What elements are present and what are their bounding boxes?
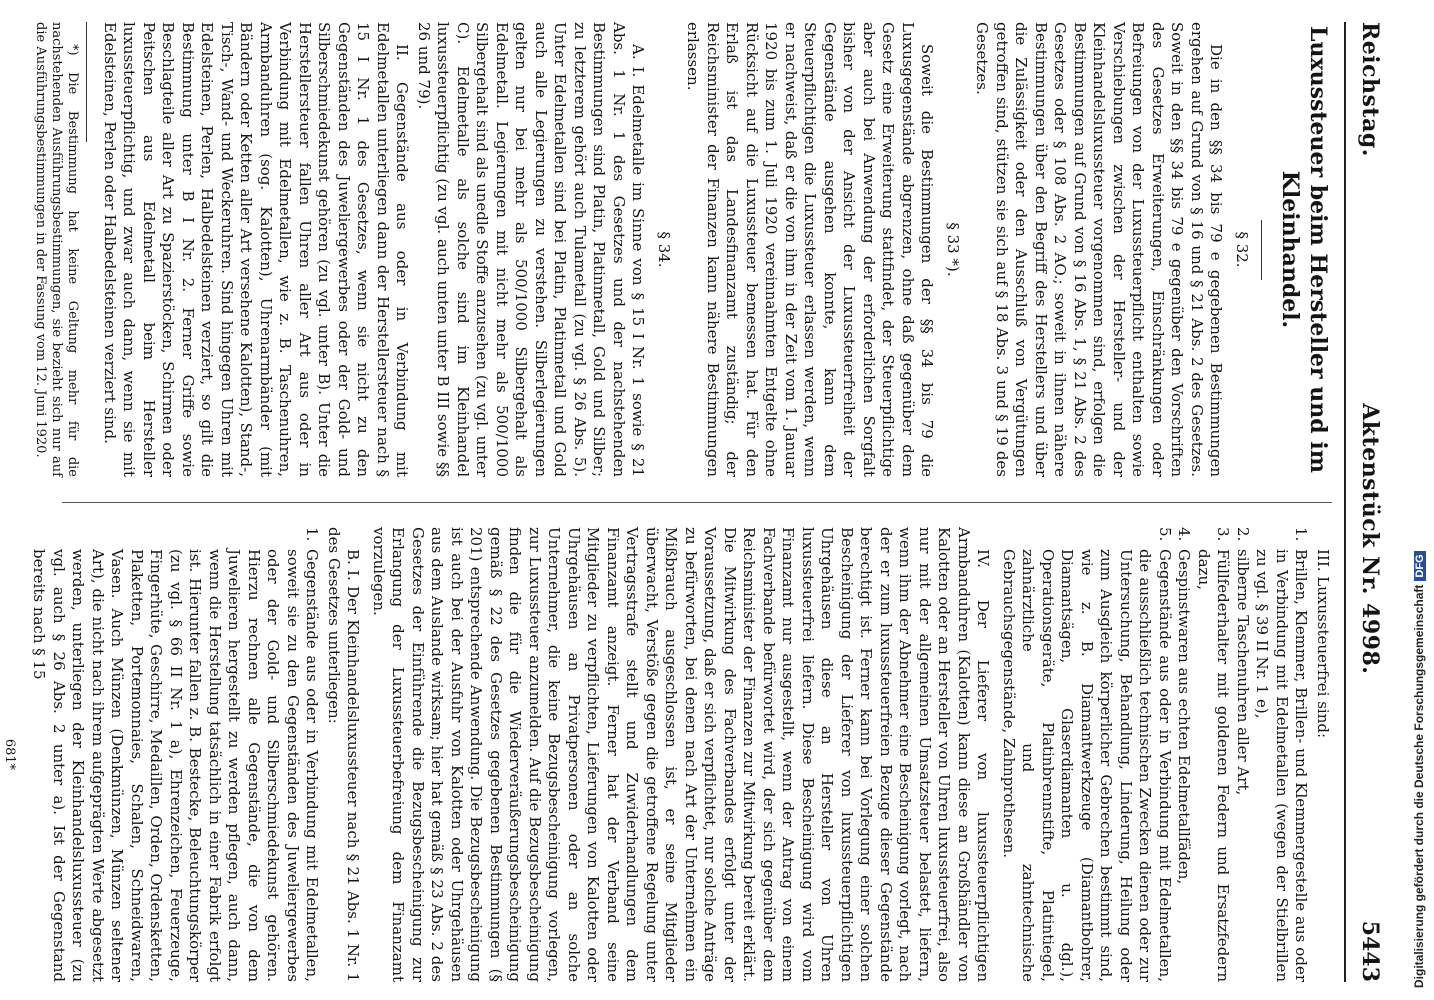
section-34-heading: § 34. xyxy=(655,231,673,268)
running-head-center: Aktenstück Nr. 4998. xyxy=(1357,403,1383,675)
list-item-text: Brillen, Klemmer, Brillen- und Klemmergestelle aus oder in Verbindung mit Edelmetallen (wegen der Stielbrillen zu vgl. § 39 II Nr. 1 e), xyxy=(1253,549,1311,982)
list-item xyxy=(1252,527,1311,982)
list-item-text: Gespinstwaren aus echten Edelmetallfäden, xyxy=(1175,549,1194,885)
list-item xyxy=(29,527,322,982)
footnote: *) Die Bestimmung hat keine Geltung mehr für die nachstehenden Ausführungsbestimmungen, sie bezieht sich nur auf die Ausführungsbestimmungen in der Fassung vom 12. Juni 1920. xyxy=(33,22,81,477)
list-item-number: 3. xyxy=(1214,527,1233,542)
list-item xyxy=(1233,527,1253,982)
section-32-text: Die in den §§ 34 bis 79 e gegebenen Bestimmungen ergehen auf Grund von § 16 und § 21 Abs. 2 des Gesetzes. Soweit in den §§ 34 bis 79 e gegenüber den Vorschriften des Gesetzes Erweiterungen, Einschränkungen oder Befreiungen von der Luxussteuerpflicht enthalten sowie Verschiebungen zwischen der Hersteller- und der Kleinhandelsluxussteuer vorgenommen sind, erfolgen die Bestimmungen auf Grund von § 16 Abs. 1, § 21 Abs. 2 des Gesetzes oder § 108 Abs. 2 AO.; soweit in ihnen nähere Bestimmungen über den Begriff des Herstellers und über die Zulässigkeit oder den Ausschluß von Vergütungen getroffen sind, stützen sie sich auf § 18 Abs. 3 und § 19 des Gesetzes. xyxy=(973,22,1226,477)
section-iv-text: IV. Der Lieferer von luxussteuerpflichtigen Armbanduhren (Kalotten) kann diese an Großhändler von Kalotten oder an Hersteller von Uhren luxussteuerfrei, also nur mit der allgemeinen Umsatzsteuer belastet, liefern, wenn ihm der Abnehmer eine Bescheinigung vorlegt, nach der er zum luxussteuerfreien Bezuge dieser Gegenstände berechtigt ist. Ferner kann bei Vorlegung einer solchen Bescheinigung der Lieferer von luxussteuerpflichtigen Uhrgehäusen diese an Hersteller von Uhren luxussteuerfrei liefern. Diese Bescheinigung wird vom Finanzamt nur ausgestellt, wenn der Antrag von einem Fachverbande befürwortet wird, der sich gegenüber dem Reichsminister der Finanzen zur Mitwirkung bereit erklärt. Die Mitwirkung des Fachverbandes erfolgt unter der Voraussetzung, daß er sich verpflichtet, nur solche Anträge zu befürworten, bei denen nach Art der Unternehmen ein Mißbrauch ausgeschlossen ist, er seine Mitglieder überwacht, Verstöße gegen die getroffene Regelung unter Vertragsstrafe stellt und Zuwiderhandlungen dem Finanzamt anzeigt. Ferner hat der Verband seine Mitglieder zu verpflichten, Lieferungen von Kalotten oder Uhrgehäusen an Privatpersonen oder an solche Unternehmer, die keine Bezugsbescheinigung vorlegen, zur Luxussteuer anzumelden. Auf die Bezugsbescheinigung finden die für die Wiederveräußerungsbescheinigung gemäß § 22 des Gesetzes gegebenen Bestimmungen (§ 201) entsprechende Anwendung. Die Bezugsbescheinigung ist auch bei der Ausfuhr von Kalotten oder Uhrgehäusen aus dem Auslande wirksam; hier hat gemäß § 23 Abs. 2 des Gesetzes der Einführende die Bezugsbescheinigung zur Erlangung der Luxussteuerbefreiung dem Finanzamt vorzulegen. xyxy=(370,527,993,982)
section-33-text: Soweit die Bestimmungen der §§ 34 bis 79 die Luxusgegenstände abgrenzen, ohne daß gegenüber dem Gesetz eine Erweiterung stattfindet, der Steuerpflichtige aber auch bei Anwendung der erforderlichen Sorgfalt bisher von der Ansicht der Luxussteuerfreiheit der Gegenstände ausgehen konnte, kann dem Steuerpflichtigen die Luxussteuer erlassen werden, wenn er nachweist, daß er die von ihm in der Zeit vom 1. Januar 1920 bis zum 1. Juli 1920 vereinnahmten Entgelte ohne Rücksicht auf die Luxussteuer bemessen hat. Für den Erlaß ist das Landesfinanzamt zuständig; der Reichsminister der Finanzen kann nähere Bestimmungen erlassen. xyxy=(684,22,937,477)
list-item xyxy=(1194,527,1233,982)
running-head-left: Reichstag. xyxy=(1357,22,1383,157)
document-page xyxy=(2,22,1390,982)
section-34-para-b: II. Gegenstände aus oder in Verbindung mit Edelmetallen unterliegen dann der Herstellersteuer nach § 15 I Nr. 1 des Gesetzes, wenn sie nicht zu den Gegenständen des Juweliergewerbes oder der Gold- und Silberschmiedekunst gehören (zu vgl. unter B). Unter die Herstellersteuer fallen Uhren aller Art aus oder in Verbindung mit Edelmetallen, wie z. B. Taschenuhren, Armbanduhren (sog. Kalotten), Uhrenarmbänder (mit Bändern oder Ketten aller Art versehene Kalotten), Stand-, Tisch-, Wand- und Weckeruhren. Sind hingegen Uhren mit Edelsteinen, Perlen, Halbedelsteinen verziert, so gilt die Bestimmung unter B I Nr. 2. Ferner Griffe sowie Beschlagteile aller Art zu Spazierstöcken, Schirmen oder Peitschen aus Edelmetall beim Hersteller luxussteuerpflichtig, und zwar auch dann, wenn sie mit Edelsteinen, Perlen oder Halbedelsteinen verziert sind. xyxy=(101,22,412,477)
list-item-text: silberne Taschenuhren aller Art, xyxy=(1234,549,1252,796)
running-head xyxy=(1350,22,1390,982)
right-column xyxy=(2,527,1332,982)
left-column xyxy=(33,22,1332,477)
section-34-para-a: A. I. Edelmetalle im Sinne von § 15 I Nr. 1 sowie § 21 Abs. 1 Nr. 1 des Gesetzes und der nachstehenden Bestimmungen sind Platin, Platinmetall, Gold und Silber; zu letzterem gehört auch Tulametall (zu vgl. § 26 Abs. 5). Unter Edelmetallen sind bei Platin, Platinmetall und Gold auch alle Legierungen zu verstehen. Silberlegierungen gelten nur bei mehr als 500/1000 Silbergehalt als Edelmetall. Legierungen mit nicht mehr als 500/1000 Silbergehalt sind als unedle Stoffe anzusehen (zu vgl. unter C). Edelmetalle als solche sind im Kleinhandel luxussteuerpflichtig (zu vgl. auch unten unter B III sowie §§ 26 und 79). xyxy=(415,22,648,477)
list-item-number: 1. xyxy=(1292,527,1311,542)
list-item-number: 4. xyxy=(1175,527,1194,542)
header-rule xyxy=(1344,22,1346,982)
document-title: Luxussteuer beim Hersteller und im Kleinhandel. xyxy=(1277,26,1331,473)
section-b-heading: B. I. Der Kleinhandelsluxussteuer nach § 21 Abs. 1 Nr. 1 des Gesetzes unterliegen: xyxy=(325,527,363,982)
list-item xyxy=(1174,527,1194,982)
title-divider xyxy=(1261,220,1262,280)
list-item-text: Gegenstände aus oder in Verbindung mit Edelmetallen, soweit sie zu den Gegenständen des Juweliergewerbes oder der Gold- und Silberschmiedekunst gehören. Hierzu rechnen alle Gegenstände, die von dem Juwelieren hergestellt zu werden pflegen, auch dann, wenn die Herstellung tatsächlich in einer Fabrik erfolgt ist. Hierunter fallen z. B. Bestecke, Beleuchtungskörper (zu vgl. § 66 II Nr. 1 a), Ehrenzeichen, Feuerzeuge, Fingerhüte, Geschirre, Medaillen, Orden, Ordensketten, Plaketten, Portemonnaies, Schalen, Schneidwaren, Vasen. Auch Münzen (Denkmünzen, Münzen seltener Art), die nicht nach ihrem aufgeprägten Werte abgesetzt werden, unterliegen der Kleinhandelsluxussteuer (zu vgl. auch § 26 Abs. 2 unter a). Ist der Gegenstand bereits nach § 15 xyxy=(30,549,322,982)
footnote-rule xyxy=(87,22,88,142)
page-number: 5443 xyxy=(1357,920,1383,982)
list-item-number: 5. xyxy=(1156,527,1174,542)
sheet-marker: 681* xyxy=(2,738,17,771)
section-33-heading: § 33 *). xyxy=(944,222,962,277)
digitization-credit xyxy=(1410,12,1430,988)
list-item-text: Gegenstände aus oder in Verbindung mit Edelmetallen, die ausschließlich technischen Zwecken dienen oder zur Untersuchung, Behandlung, Linderung, Heilung oder zum Ausgleich körperlicher Gebrechen bestimmt sind, wie z. B. Diamantwerkzeuge (Diamantbohrer, Diamantsägen, Glaserdiamanten u. dgl.), Operationsgeräte, Platinbrennstifte, Platintiegel, zahnärztliche und zahntechnische Gebrauchsgegenstände, Zahnprothesen. xyxy=(1000,549,1174,982)
section-32-heading: § 32. xyxy=(1233,231,1251,268)
list-item xyxy=(999,527,1175,982)
list-item-number: 2. xyxy=(1234,527,1252,542)
section-iii-heading: III. Luxussteuerfrei sind: xyxy=(1314,549,1332,739)
list-item-number: 1. xyxy=(303,527,322,542)
credit-text: Digitalisierung gefördert durch die Deutsche Forschungsgemeinschaft xyxy=(1412,584,1426,988)
column-divider xyxy=(62,502,1332,503)
list-item-text: Füllfederhalter mit goldenen Federn und Ersatzfedern dazu, xyxy=(1195,549,1233,982)
dfg-logo: DFG xyxy=(1414,551,1426,580)
